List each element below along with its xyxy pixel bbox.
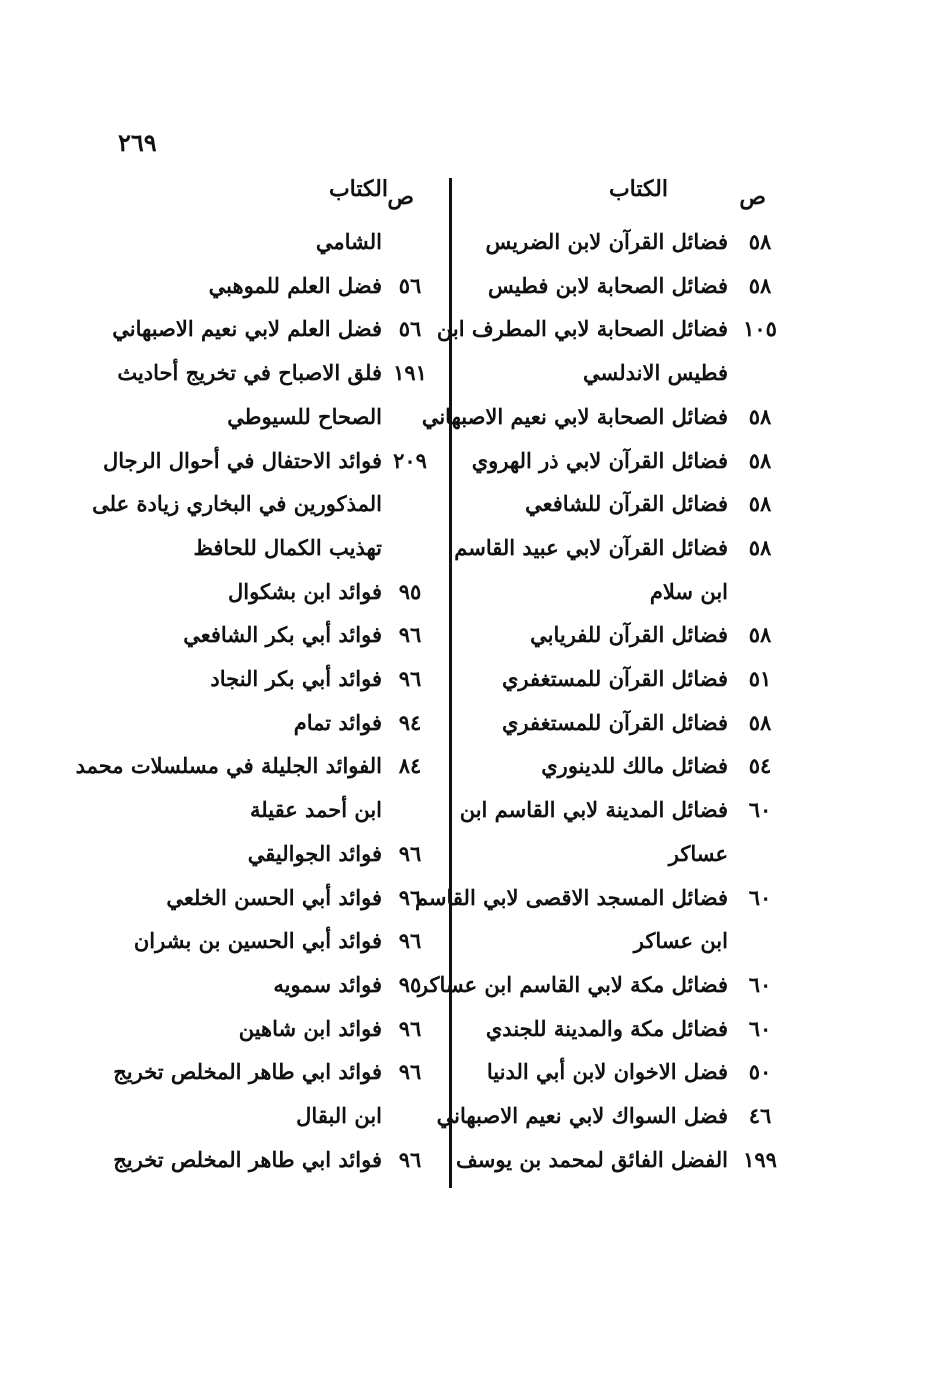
index-entry bbox=[75, 744, 438, 831]
index-entry bbox=[100, 963, 438, 1007]
entry-title bbox=[462, 701, 728, 745]
book-column-header: الكتاب bbox=[328, 176, 388, 202]
entry-title-line: فلق الاصباح في تخريج أحاديث bbox=[117, 360, 382, 386]
index-entry bbox=[421, 395, 792, 439]
entry-title-line: تهذيب الكمال للحافظ bbox=[193, 534, 382, 560]
index-entry bbox=[436, 307, 792, 394]
entry-title bbox=[100, 307, 382, 351]
entry-title-line: فضائل القرآن لابي عبيد القاسم bbox=[454, 534, 728, 560]
entry-title-line: فوائد ابن شاهين bbox=[238, 1015, 382, 1041]
entry-title bbox=[100, 876, 382, 920]
entry-title-line: فوائد أبي بكر النجاد bbox=[210, 666, 382, 692]
entry-title-line: فوائد ابن بشكوال bbox=[228, 578, 382, 604]
entry-title bbox=[100, 919, 382, 963]
entry-title-line: فضائل القرآن للفريابي bbox=[530, 622, 728, 648]
index-entry bbox=[462, 744, 792, 788]
entry-page-number: ٦٠ bbox=[748, 971, 772, 997]
entry-title bbox=[462, 1050, 728, 1094]
entry-page-number: ٩٥ bbox=[398, 578, 422, 604]
entry-title bbox=[415, 876, 728, 963]
left-column bbox=[75, 176, 438, 1181]
entry-page-number: ٥٨ bbox=[748, 491, 772, 517]
index-entry bbox=[454, 526, 792, 613]
entry-page-number: ٩٦ bbox=[398, 1146, 422, 1172]
entry-page-number: ٥٨ bbox=[748, 447, 772, 473]
index-entry bbox=[100, 657, 438, 701]
entry-title-line: فوائد سمويه bbox=[273, 971, 382, 997]
entry-page-number: ٢٠٩ bbox=[393, 447, 427, 473]
entry-title-line: الفوائد الجليلة في مسلسلات محمد bbox=[75, 753, 382, 779]
entry-title-line: فضائل القرآن لابن الضريس bbox=[485, 229, 728, 254]
entry-title-line: فوائد أبي بكر الشافعي bbox=[183, 622, 382, 648]
entry-title-line: فوائد أبي الحسين بن بشران bbox=[133, 928, 382, 954]
left-column-header bbox=[100, 176, 438, 220]
entry-title-line: فضائل القرآن لابي ذر الهروي bbox=[471, 447, 728, 473]
index-entry bbox=[100, 1138, 438, 1182]
index-entry bbox=[100, 919, 438, 963]
index-entry bbox=[100, 876, 438, 920]
book-column-header: الكتاب bbox=[608, 176, 668, 202]
index-entry bbox=[100, 1007, 438, 1051]
entry-title-line: فضائل المسجد الاقصى لابي القاسم bbox=[414, 884, 728, 910]
index-entry bbox=[100, 570, 438, 614]
entry-page-number: ٥٨ bbox=[748, 709, 772, 735]
index-entry bbox=[462, 657, 792, 701]
entry-title-line: الصحاح للسيوطي bbox=[227, 403, 382, 429]
index-entry bbox=[462, 701, 792, 745]
entry-title bbox=[460, 788, 728, 875]
entry-title-line: ابن عساكر bbox=[633, 928, 728, 954]
entry-page-number: ٩٦ bbox=[398, 1015, 422, 1041]
entry-title-line: فضل العلم للموهبي bbox=[208, 272, 382, 298]
index-entry bbox=[462, 220, 792, 264]
entry-title-line: فضائل مكة لابي القاسم ابن عساكر bbox=[417, 971, 728, 997]
entry-title-line: فوائد الاحتفال في أحوال الرجال bbox=[103, 447, 382, 473]
entry-title bbox=[462, 264, 728, 308]
entry-title bbox=[100, 264, 382, 308]
right-column bbox=[414, 176, 792, 1181]
index-entry bbox=[462, 439, 792, 483]
entry-page-number: ٩٦ bbox=[398, 666, 422, 692]
entry-title bbox=[462, 482, 728, 526]
entry-title-line: فضل الاخوان لابن أبي الدنيا bbox=[486, 1059, 728, 1085]
page-number: ٢٦٩ bbox=[118, 128, 157, 157]
index-entry bbox=[414, 876, 792, 963]
index-entry bbox=[459, 788, 792, 875]
index-entry bbox=[100, 701, 438, 745]
index-entry bbox=[462, 613, 792, 657]
index-entry bbox=[462, 1007, 792, 1051]
index-entry bbox=[462, 482, 792, 526]
entry-title-line: فوائد أبي الحسن الخلعي bbox=[166, 884, 382, 910]
entry-title bbox=[76, 744, 382, 831]
entry-title bbox=[437, 1094, 728, 1138]
entry-title bbox=[100, 963, 382, 1007]
entry-page-number: ١٩٩ bbox=[743, 1146, 777, 1172]
entry-title-line: فضائل القرآن للشافعي bbox=[525, 491, 728, 517]
entry-title-line: فضائل مالك للدينوري bbox=[541, 753, 728, 779]
entry-page-number: ٦٠ bbox=[748, 1015, 772, 1041]
right-entries bbox=[414, 220, 792, 1181]
entry-title-line: فوائد ابي طاهر المخلص تخريج bbox=[113, 1059, 382, 1085]
entry-title bbox=[92, 439, 382, 570]
index-entry bbox=[100, 351, 438, 438]
entry-page-number: ٥٨ bbox=[748, 403, 772, 429]
index-entry bbox=[100, 832, 438, 876]
entry-title-line: فضائل القرآن للمستغفري bbox=[501, 709, 728, 735]
entry-title bbox=[100, 1050, 382, 1137]
entry-title-line: فضل السواك لابي نعيم الاصبهاني bbox=[436, 1103, 728, 1129]
entry-title-line: فضائل القرآن للمستغفري bbox=[501, 666, 728, 692]
entry-title-line: فضائل الصحابة لابي المطرف ابن bbox=[436, 316, 728, 342]
entry-title bbox=[100, 570, 382, 614]
entry-page-number: ٥٨ bbox=[748, 622, 772, 648]
entry-title-line: الفضل الفائق لمحمد بن يوسف bbox=[456, 1146, 728, 1172]
entry-title-line: فضائل مكة والمدينة للجندي bbox=[485, 1015, 728, 1041]
entry-page-number: ٩٥ bbox=[398, 971, 422, 997]
index-entry bbox=[100, 307, 438, 351]
entry-title-line: فضائل المدينة لابي القاسم ابن bbox=[459, 797, 728, 823]
entry-page-number: ٨٤ bbox=[398, 753, 422, 779]
entry-page-number: ٩٦ bbox=[398, 840, 422, 866]
entry-page-number: ٥٨ bbox=[748, 229, 772, 254]
left-entries bbox=[75, 264, 438, 1182]
entry-title bbox=[454, 526, 728, 613]
entry-title bbox=[422, 395, 728, 439]
entry-title bbox=[100, 832, 382, 876]
entry-page-number: ١٠٥ bbox=[743, 316, 777, 342]
index-entry bbox=[92, 439, 438, 570]
entry-title-line: عساكر bbox=[668, 840, 728, 866]
index-entry bbox=[100, 264, 438, 308]
entry-title-line: فضل العلم لابي نعيم الاصبهاني bbox=[112, 316, 382, 342]
page-column-header: ص bbox=[387, 184, 414, 210]
entry-page-number: ٩٦ bbox=[398, 622, 422, 648]
entry-page-number: ٩٦ bbox=[398, 884, 422, 910]
entry-title bbox=[456, 1138, 728, 1182]
entry-title bbox=[100, 701, 382, 745]
entry-page-number: ٥٤ bbox=[748, 753, 772, 779]
entry-title-line: فوائد ابي طاهر المخلص تخريج bbox=[113, 1146, 382, 1172]
entry-page-number: ٥٠ bbox=[748, 1059, 772, 1085]
entry-page-number: ٥٨ bbox=[748, 534, 772, 560]
entry-title-line: ابن سلام bbox=[649, 578, 728, 604]
entry-page-number: ٩٦ bbox=[398, 928, 422, 954]
entry-title-line: فضائل الصحابة لابي نعيم الاصبهاني bbox=[421, 403, 728, 429]
entry-title bbox=[437, 307, 728, 394]
entry-title bbox=[418, 963, 728, 1007]
entry-title bbox=[100, 657, 382, 701]
entry-page-number: ٩٤ bbox=[398, 709, 422, 735]
entry-title bbox=[462, 1007, 728, 1051]
entry-title-line: فوائد تمام bbox=[293, 709, 382, 735]
entry-page-number: ٥٨ bbox=[748, 272, 772, 298]
entry-page-number: ٦٠ bbox=[748, 884, 772, 910]
index-entry bbox=[456, 1138, 792, 1182]
index-entry bbox=[100, 1050, 438, 1137]
entry-title bbox=[100, 351, 382, 438]
index-entry bbox=[436, 1094, 792, 1138]
entry-title bbox=[100, 613, 382, 657]
index-entry bbox=[462, 264, 792, 308]
entry-page-number: ٤٦ bbox=[748, 1103, 772, 1129]
entry-page-number: ٥٦ bbox=[398, 272, 422, 298]
entry-title-line: فضائل الصحابة لابن فطيس bbox=[487, 272, 728, 298]
index-entry bbox=[100, 613, 438, 657]
entry-page-number: ٥١ bbox=[748, 666, 772, 692]
entry-continuation: الشامي bbox=[315, 229, 382, 254]
entry-title-line: فطيس الاندلسي bbox=[582, 360, 728, 386]
entry-title-line: ابن أحمد عقيلة bbox=[250, 797, 382, 823]
index-entry bbox=[417, 963, 792, 1007]
entry-title-line: المذكورين في البخاري زيادة على bbox=[92, 491, 382, 517]
entry-page-number: ١٩١ bbox=[393, 360, 427, 386]
entry-title bbox=[462, 220, 728, 264]
entry-page-number: ٦٠ bbox=[748, 797, 772, 823]
entry-page-number: ٩٦ bbox=[398, 1059, 422, 1085]
entry-title-line: ابن البقال bbox=[296, 1103, 382, 1129]
entry-title bbox=[462, 439, 728, 483]
entry-title bbox=[462, 744, 728, 788]
entry-title bbox=[100, 1138, 382, 1182]
right-column-header bbox=[462, 176, 792, 220]
index-entry bbox=[462, 1050, 792, 1094]
page-column-header: ص bbox=[739, 184, 766, 210]
entry-title bbox=[100, 1007, 382, 1051]
entry-title-line: فوائد الجواليقي bbox=[247, 840, 382, 866]
entry-page-number: ٥٦ bbox=[398, 316, 422, 342]
entry-title bbox=[462, 613, 728, 657]
entry-title bbox=[462, 657, 728, 701]
